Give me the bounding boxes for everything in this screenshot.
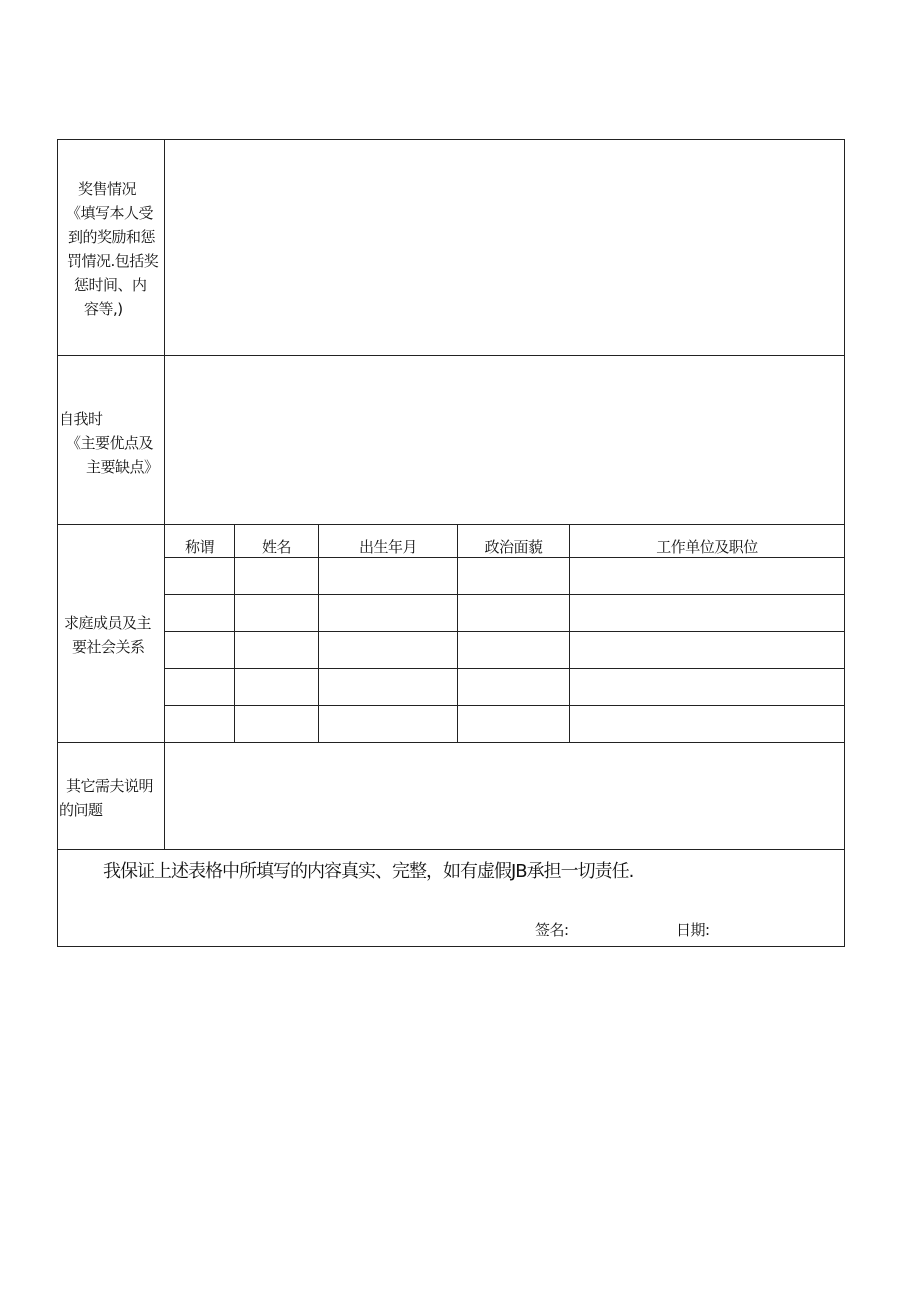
family-cell-political-status[interactable] [458, 669, 569, 705]
awards-label-line: 到的奖励和惩 [68, 228, 156, 246]
awards-label-line: 《填写本人受 [66, 204, 154, 222]
family-cell-workplace[interactable] [570, 669, 844, 705]
other-label-line: 其它需夫说明 [66, 777, 154, 795]
awards-input-area[interactable] [165, 140, 844, 355]
section-divider [57, 849, 845, 850]
family-cell-workplace[interactable] [570, 595, 844, 631]
column-header-name: 姓名 [261, 538, 291, 556]
column-header-birth: 出生年月 [358, 538, 417, 556]
awards-label-line: 惩时间、内 [74, 276, 147, 294]
self-assessment-input-area[interactable] [165, 356, 844, 524]
family-label-line: 求庭成员及主 [64, 614, 152, 632]
awards-label-line: 罚情况.包括奖 [67, 252, 159, 270]
column-header-relation: 称谓 [184, 538, 214, 556]
family-cell-name[interactable] [235, 706, 318, 742]
other-notes-input-area[interactable] [165, 743, 844, 849]
table-border-bottom [57, 946, 845, 947]
family-cell-political-status[interactable] [458, 558, 569, 594]
table-border-left [57, 139, 58, 947]
awards-label-line: 奖售情况 [78, 180, 137, 198]
family-cell-workplace[interactable] [570, 706, 844, 742]
family-cell-birth[interactable] [319, 669, 457, 705]
family-cell-birth[interactable] [319, 706, 457, 742]
family-cell-birth[interactable] [319, 632, 457, 668]
date-field[interactable] [718, 918, 836, 942]
awards-label-line: 容等,) [84, 300, 123, 318]
other-label-line: 的问题 [59, 801, 103, 819]
family-cell-name[interactable] [235, 558, 318, 594]
self-label-line: 主要缺点》 [86, 458, 159, 476]
family-cell-name[interactable] [235, 669, 318, 705]
signature-field[interactable] [576, 918, 668, 942]
family-cell-birth[interactable] [319, 595, 457, 631]
self-label-line: 《主要优点及 [66, 434, 154, 452]
self-label-line: 自我时 [59, 410, 103, 428]
section-divider [57, 524, 845, 525]
family-cell-relation[interactable] [165, 558, 234, 594]
declaration-statement: 我保证上述表格中所填写的内容真实、完整，如有虚假JB承担一切责任. [103, 861, 634, 882]
signature-label: 签名: [535, 921, 569, 939]
family-label-line: 要社会关系 [72, 638, 145, 656]
table-border-right [844, 139, 845, 947]
family-cell-workplace[interactable] [570, 558, 844, 594]
family-cell-name[interactable] [235, 632, 318, 668]
column-header-political-status: 政治面藐 [484, 538, 543, 556]
family-cell-relation[interactable] [165, 632, 234, 668]
family-cell-relation[interactable] [165, 669, 234, 705]
family-cell-relation[interactable] [165, 706, 234, 742]
family-cell-name[interactable] [235, 595, 318, 631]
column-header-workplace: 工作单位及职位 [656, 538, 758, 556]
family-cell-workplace[interactable] [570, 632, 844, 668]
family-cell-political-status[interactable] [458, 595, 569, 631]
family-cell-political-status[interactable] [458, 632, 569, 668]
family-cell-political-status[interactable] [458, 706, 569, 742]
family-cell-birth[interactable] [319, 558, 457, 594]
family-cell-relation[interactable] [165, 595, 234, 631]
date-label: 日期: [676, 921, 710, 939]
